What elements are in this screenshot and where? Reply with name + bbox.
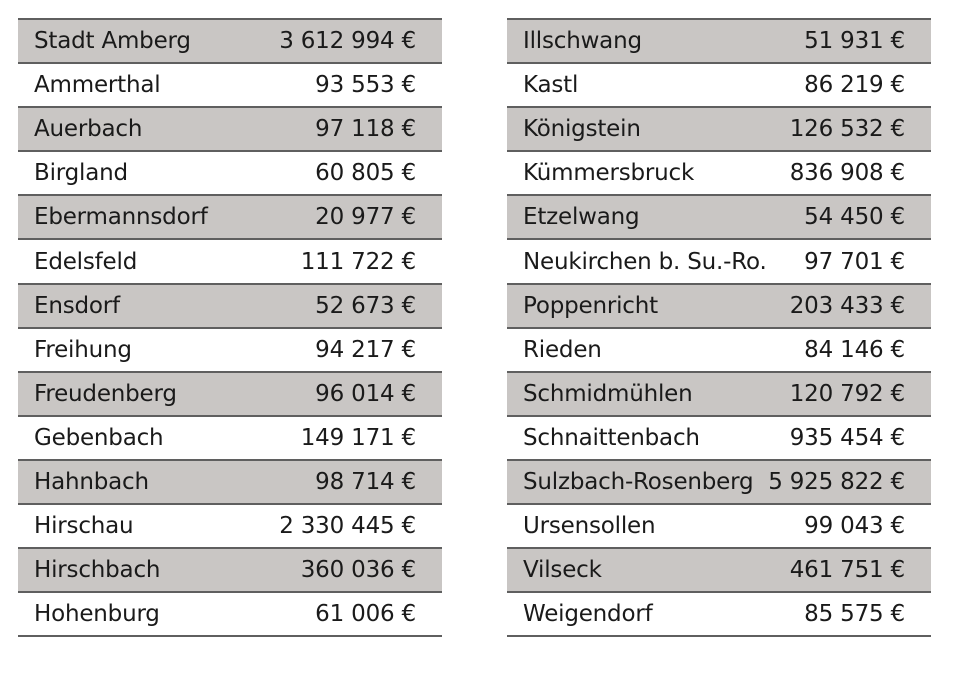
municipality-name: Kastl: [523, 72, 579, 99]
table-row: [18, 505, 442, 549]
municipality-name: Freudenberg: [34, 380, 177, 407]
table-row: [507, 108, 931, 152]
table-row: [18, 20, 442, 64]
table-row: [18, 373, 442, 417]
amount-value: 203 433 €: [789, 292, 905, 319]
amount-value: 85 575 €: [804, 601, 905, 628]
table-row: [507, 329, 931, 373]
municipality-name: Auerbach: [34, 116, 143, 143]
amount-value: 461 751 €: [789, 557, 905, 584]
table-row: [507, 20, 931, 64]
municipality-name: Hahnbach: [34, 468, 149, 495]
municipality-name: Etzelwang: [523, 204, 640, 231]
amount-value: 111 722 €: [300, 248, 416, 275]
amount-value: 94 217 €: [315, 336, 416, 363]
table-row: [507, 505, 931, 549]
table-row: [18, 196, 442, 240]
table-row: [507, 196, 931, 240]
municipality-name: Vilseck: [523, 557, 602, 584]
municipality-name: Hirschau: [34, 513, 134, 540]
amount-value: 97 118 €: [315, 116, 416, 143]
municipality-name: Stadt Amberg: [34, 28, 191, 55]
table-row: [18, 108, 442, 152]
municipality-name: Ebermannsdorf: [34, 204, 208, 231]
table-row: [507, 240, 931, 284]
amount-value: 2 330 445 €: [279, 513, 416, 540]
table-row: [507, 461, 931, 505]
table-row: [507, 64, 931, 108]
amount-value: 97 701 €: [804, 248, 905, 275]
right-table: [507, 18, 931, 637]
table-row: [18, 285, 442, 329]
table-row: [507, 417, 931, 461]
table-row: [507, 373, 931, 417]
amount-value: 149 171 €: [300, 424, 416, 451]
table-row: [18, 593, 442, 637]
municipality-name: Illschwang: [523, 28, 642, 55]
table-row: [507, 152, 931, 196]
amount-value: 86 219 €: [804, 72, 905, 99]
municipality-name: Hohenburg: [34, 601, 160, 628]
amount-value: 3 612 994 €: [279, 28, 416, 55]
table-row: [18, 152, 442, 196]
amount-value: 20 977 €: [315, 204, 416, 231]
amount-value: 836 908 €: [789, 160, 905, 187]
table-row: [18, 240, 442, 284]
municipality-name: Neukirchen b. Su.-Ro.: [523, 248, 767, 275]
table-row: [18, 461, 442, 505]
municipality-name: Schnaittenbach: [523, 424, 700, 451]
municipality-name: Schmidmühlen: [523, 380, 693, 407]
left-table: [18, 18, 442, 637]
municipality-name: Ensdorf: [34, 292, 120, 319]
table-row: [507, 549, 931, 593]
municipality-name: Ursensollen: [523, 513, 656, 540]
table-row: [507, 593, 931, 637]
amount-value: 54 450 €: [804, 204, 905, 231]
municipality-name: Freihung: [34, 336, 132, 363]
municipality-name: Sulzbach-Rosenberg: [523, 468, 754, 495]
amount-value: 51 931 €: [804, 28, 905, 55]
table-row: [18, 329, 442, 373]
amount-value: 99 043 €: [804, 513, 905, 540]
table-row: [18, 417, 442, 461]
amount-value: 120 792 €: [789, 380, 905, 407]
municipality-name: Königstein: [523, 116, 641, 143]
municipality-name: Birgland: [34, 160, 128, 187]
municipality-name: Hirschbach: [34, 557, 161, 584]
municipality-name: Kümmersbruck: [523, 160, 695, 187]
municipality-name: Rieden: [523, 336, 602, 363]
amount-value: 360 036 €: [300, 557, 416, 584]
amount-value: 126 532 €: [789, 116, 905, 143]
amount-value: 96 014 €: [315, 380, 416, 407]
municipality-name: Poppenricht: [523, 292, 658, 319]
table-row: [507, 285, 931, 329]
municipality-name: Gebenbach: [34, 424, 164, 451]
amount-value: 5 925 822 €: [768, 468, 905, 495]
amount-value: 935 454 €: [789, 424, 905, 451]
table-row: [18, 64, 442, 108]
municipality-name: Ammerthal: [34, 72, 161, 99]
amount-value: 61 006 €: [315, 601, 416, 628]
amount-value: 52 673 €: [315, 292, 416, 319]
amount-value: 93 553 €: [315, 72, 416, 99]
municipality-name: Edelsfeld: [34, 248, 138, 275]
municipality-name: Weigendorf: [523, 601, 653, 628]
amount-value: 98 714 €: [315, 468, 416, 495]
amount-value: 60 805 €: [315, 160, 416, 187]
amount-value: 84 146 €: [804, 336, 905, 363]
table-row: [18, 549, 442, 593]
